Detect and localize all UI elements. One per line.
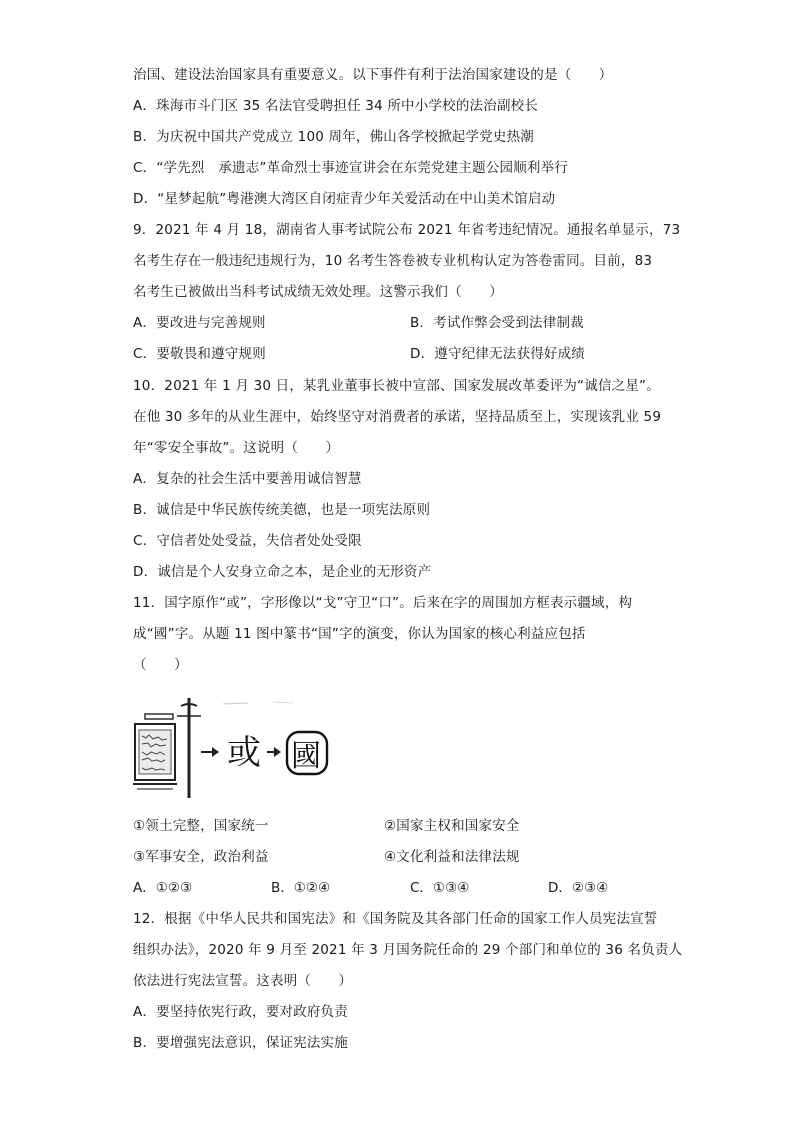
q12-stem-line3: 依法进行宪法宣誓。这表明（ ）	[133, 973, 353, 989]
q11-option-d: D．②③④	[548, 880, 609, 896]
q12-stem-line2: 组织办法》，2020 年 9 月至 2021 年 3 月国务院任命的 29 个部门和单位的 36 名负责人	[133, 942, 683, 958]
q8-option-c: C．“学先烈 承遗志”革命烈士事迹宣讲会在东莞党建主题公园顺利举行	[133, 160, 569, 176]
q9-option-d: D．遵守纪律无法获得好成绩	[410, 346, 585, 362]
q10-option-a: A．复杂的社会生活中要善用诚信智慧	[133, 471, 362, 487]
q9-stem-line3: 名考生已被做出当科考试成绩无效处理。这警示我们（ ）	[133, 284, 503, 300]
q9-stem-line1: 9．2021 年 4 月 18，湖南省人事考试院公布 2021 年省考违纪情况。通报名单显示，73	[133, 222, 681, 238]
q11-stem-line1: 11．国字原作“或”，字形像以“戈”守卫“口”。后来在字的周围加方框表示疆域，构	[133, 595, 633, 611]
q8-option-a: A．珠海市斗门区 35 名法官受聘担任 34 所中小学校的法治副校长	[133, 98, 539, 114]
glyph-huo: 或	[227, 733, 261, 773]
q11-stem-line3: （ ）	[133, 657, 188, 673]
q12-option-a: A．要坚持依宪行政，要对政府负责	[133, 1004, 348, 1020]
q10-stem-line2: 在他 30 多年的从业生涯中，始终坚守对消费者的承诺，坚持品质至上，实现该乳业 59	[133, 409, 662, 425]
arrow-right-icon	[212, 747, 219, 757]
q9-option-c: C．要敬畏和遵守规则	[133, 346, 266, 362]
q11-item-2: ②国家主权和国家安全	[384, 818, 520, 834]
q11-item-3: ③军事安全，政治利益	[133, 849, 269, 865]
q10-option-d: D．诚信是个人安身立命之本，是企业的无形资产	[133, 564, 432, 580]
q10-option-c: C．守信者处处受益，失信者处处受限	[133, 533, 362, 549]
q9-option-b: B．考试作弊会受到法律制裁	[410, 315, 584, 331]
q10-stem-line3: 年“零安全事故”。这说明（ ）	[133, 440, 340, 456]
q11-option-a: A．①②③	[133, 880, 193, 896]
q8-option-b: B．为庆祝中国共产党成立 100 周年，佛山各学校掀起学党史热潮	[133, 129, 535, 145]
q12-stem-line1: 12．根据《中华人民共和国宪法》和《国务院及其各部门任命的国家工作人员宪法宣誓	[133, 911, 658, 927]
q11-figure	[133, 694, 343, 804]
q10-option-b: B．诚信是中华民族传统美德，也是一项宪法原则	[133, 502, 431, 518]
q9-option-a: A．要改进与完善规则	[133, 315, 266, 331]
ancient-glyph	[133, 714, 177, 789]
q12-option-b: B．要增强宪法意识，保证宪法实施	[133, 1035, 348, 1051]
q9-stem-line2: 名考生存在一般违纪违规行为，10 名考生答卷被专业机构认定为答卷雷同。目前，83	[133, 253, 653, 269]
q11-option-c: C．①③④	[410, 880, 470, 896]
q10-stem-line1: 10．2021 年 1 月 30 日，某乳业董事长被中宣部、国家发展改革委评为“诚信之星”。	[133, 378, 660, 394]
glyph-guo-framed	[287, 732, 327, 774]
q8-option-d: D．“星梦起航”粤港澳大湾区自闭症青少年关爱活动在中山美术馆启动	[133, 191, 556, 207]
q8-stem: 治国、建设法治国家具有重要意义。以下事件有利于法治国家建设的是（ ）	[133, 67, 613, 83]
q11-item-1: ①领土完整，国家统一	[133, 818, 269, 834]
glyph-guo: 國	[291, 739, 321, 774]
q11-stem-line2: 成“國”字。从题 11 图中篆书“国”字的演变，你认为国家的核心利益应包括	[133, 626, 586, 642]
character-evolution-image	[133, 694, 343, 804]
q11-option-b: B．①②④	[271, 880, 331, 896]
q11-item-4: ④文化利益和法律法规	[384, 849, 520, 865]
arrow-right-icon	[274, 747, 281, 757]
halberd-stroke	[177, 698, 201, 798]
